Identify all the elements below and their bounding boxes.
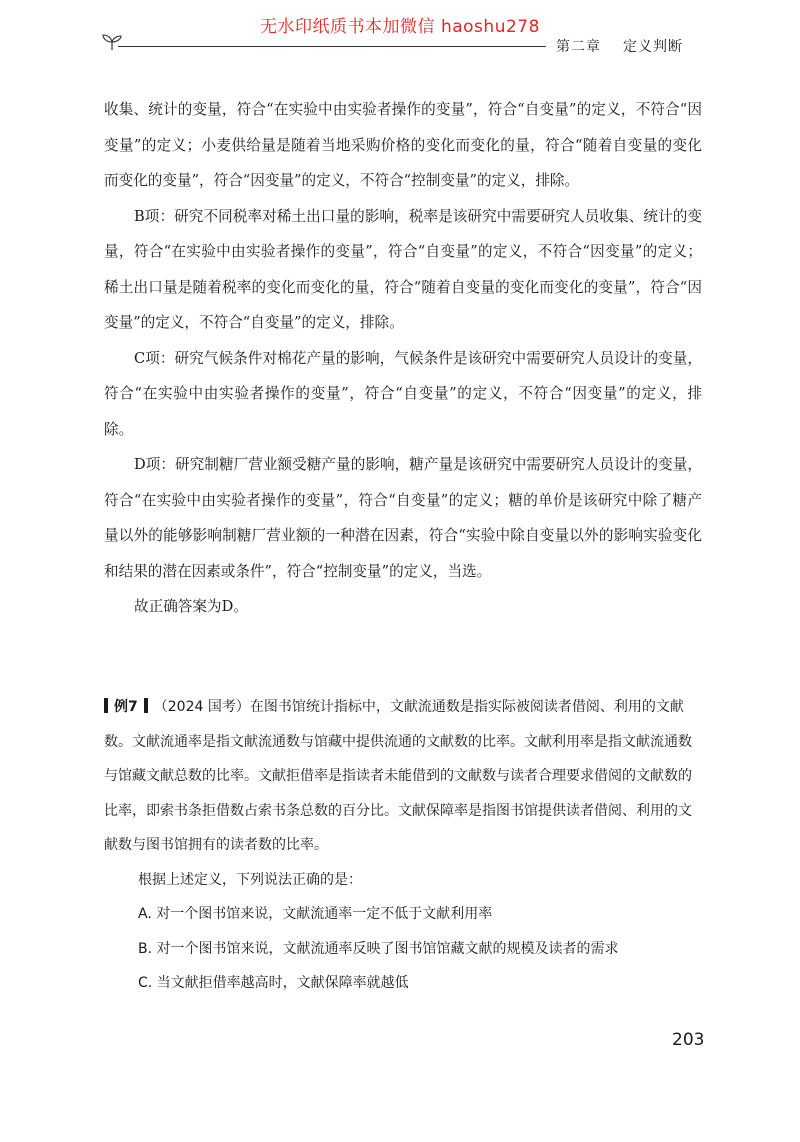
chapter-label: 第二章 bbox=[556, 39, 601, 55]
sprout-ornament-icon bbox=[100, 30, 124, 52]
tag-bar-left bbox=[104, 698, 108, 713]
analysis-option-b: B项：研究不同税率对稀土出口量的影响，税率是该研究中需要研究人员收集、统计的变量，符合“在实验中由实验者操作的变量”，符合“自变量”的定义，不符合“因变量”的定义；稀土出口量是随着税率的变化而变化的量，符合“随着自变量的变化而变化的变量”，符合“因变量”的定义，不符合“自变量”的定义，排除。 bbox=[104, 207, 702, 331]
analysis-continuation: 收集、统计的变量，符合“在实验中由实验者操作的变量”，符合“自变量”的定义，不符合“因变量”的定义；小麦供给量是随着当地采购价格的变化而变化的量，符合“随着自变量的变化而变化的变量”，符合“因变量”的定义，不符合“控制变量”的定义，排除。 bbox=[104, 101, 702, 189]
analysis-option-c: C项：研究气候条件对棉花产量的影响，气候条件是该研究中需要研究人员设计的变量，符合“在实验中由实验者操作的变量”，符合“自变量”的定义，不符合“因变量”的定义，排除。 bbox=[104, 349, 702, 438]
header-rule bbox=[118, 46, 546, 47]
running-header bbox=[556, 36, 683, 56]
analysis-section bbox=[104, 92, 702, 625]
question-prompt: 根据上述定义，下列说法正确的是： bbox=[138, 871, 362, 888]
example-section bbox=[104, 690, 704, 1001]
option-c: C. 当文献拒借率越高时，文献保障率就越低 bbox=[138, 975, 409, 991]
example-tag: 例7 bbox=[114, 699, 138, 715]
analysis-option-d: D项：研究制糖厂营业额受糖产量的影响，糖产量是该研究中需要研究人员设计的变量，符合“在实验中由实验者操作的变量”，符合“自变量”的定义；糖的单价是该研究中除了糖产量以外的能够影响制糖厂营业额的一种潜在因素，符合“实验中除自变量以外的影响实验变化和结果的潜在因素或条件”，符合“控制变量”的定义，当选。 bbox=[104, 456, 702, 580]
example-stem bbox=[104, 690, 704, 863]
section-label: 定义判断 bbox=[623, 39, 683, 55]
option-a: A. 对一个图书馆来说，文献流通率一定不低于文献利用率 bbox=[138, 906, 493, 922]
watermark-text: 无水印纸质书本加微信 haoshu278 bbox=[260, 17, 540, 37]
example-source: （2024 国考） bbox=[153, 699, 250, 715]
page-number: 203 bbox=[672, 1030, 705, 1050]
option-b: B. 对一个图书馆来说，文献流通率反映了图书馆馆藏文献的规模及读者的需求 bbox=[138, 940, 619, 957]
tag-bar-right bbox=[144, 698, 148, 713]
answer-line: 故正确答案为D。 bbox=[134, 598, 248, 615]
example-text: 在图书馆统计指标中，文献流通数是指实际被阅读者借阅、利用的文献数。文献流通率是指文献流通数与馆藏中提供流通的文献数的比率。文献利用率是指文献流通数与馆藏文献总数的比率。文献拒借率是指读者未能借到的文献数与读者合理要求借阅的文献数的比率，即索书条拒借数占索书条总数的百分比。文献保障率是指图书馆提供读者借阅、利用的文献数与图书馆拥有的读者数的比率。 bbox=[104, 699, 692, 853]
